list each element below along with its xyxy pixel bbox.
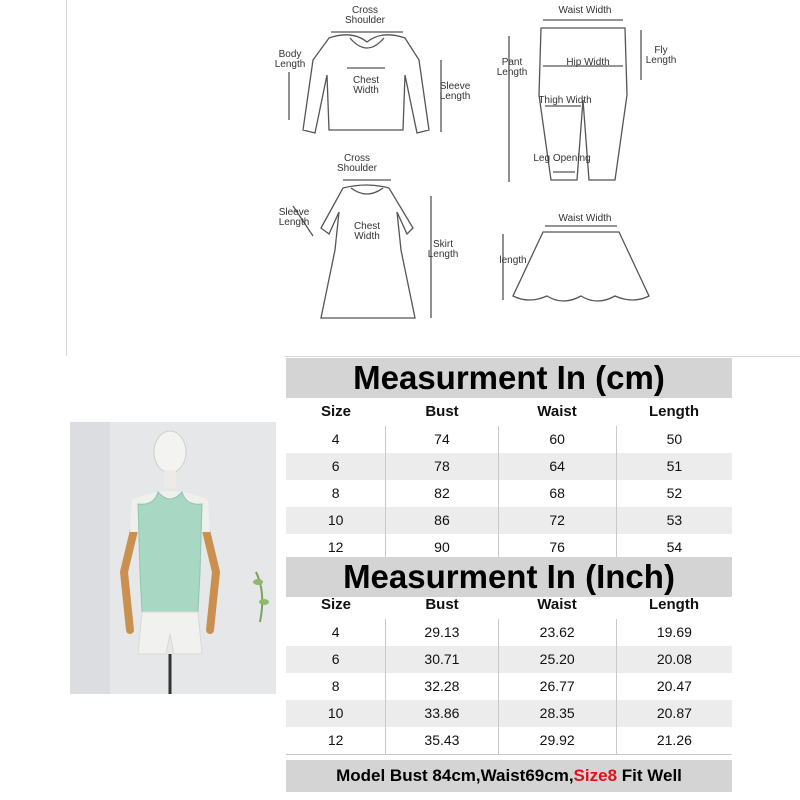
cell-waist: 68 bbox=[499, 480, 617, 507]
label-skirt-length: Skirt Length bbox=[427, 239, 459, 260]
header-waist: Waist bbox=[537, 596, 577, 613]
note-suffix: Fit Well bbox=[617, 766, 682, 785]
label-cross-shoulder: Cross Shoulder bbox=[344, 5, 386, 26]
table-row bbox=[286, 507, 732, 535]
cell-bust: 35.43 bbox=[386, 727, 498, 754]
label-sleeve-length: Sleeve Length bbox=[439, 81, 471, 102]
cell-bust: 86 bbox=[386, 507, 498, 534]
label-chest-width: Chest Width bbox=[352, 75, 380, 96]
cell-bust: 30.71 bbox=[386, 646, 498, 673]
cell-size: 6 bbox=[286, 646, 386, 673]
cell-length: 53 bbox=[666, 512, 683, 528]
cell-length: 19.69 bbox=[656, 624, 692, 640]
label-dress-chest-width: Chest Width bbox=[353, 221, 381, 242]
inch-header-row bbox=[286, 591, 732, 619]
header-waist: Waist bbox=[537, 403, 577, 420]
cell-bust: 82 bbox=[386, 480, 498, 507]
cell-waist: 72 bbox=[499, 507, 617, 534]
cell-bust: 90 bbox=[386, 534, 498, 561]
table-row bbox=[286, 453, 732, 481]
cell-size: 4 bbox=[286, 619, 386, 646]
cell-size: 12 bbox=[286, 727, 386, 754]
cell-length: 52 bbox=[666, 485, 683, 501]
label-body-length: Body Length bbox=[274, 49, 306, 70]
table-row bbox=[286, 727, 732, 755]
cell-size: 10 bbox=[286, 700, 386, 727]
cell-size: 4 bbox=[286, 426, 386, 453]
product-photo bbox=[70, 422, 276, 694]
cell-bust: 78 bbox=[386, 453, 498, 480]
cm-table bbox=[286, 358, 732, 554]
cell-size: 10 bbox=[286, 507, 386, 534]
cell-size: 8 bbox=[286, 673, 386, 700]
cell-size: 8 bbox=[286, 480, 386, 507]
table-row bbox=[286, 426, 732, 454]
measurement-diagram bbox=[66, 0, 800, 357]
header-size: Size bbox=[320, 403, 351, 420]
table-row bbox=[286, 700, 732, 728]
label-dress-sleeve-length: Sleeve Length bbox=[278, 207, 310, 228]
cell-bust: 29.13 bbox=[386, 619, 498, 646]
cell-waist: 25.20 bbox=[499, 646, 617, 673]
header-bust: Bust bbox=[425, 403, 459, 420]
label-dress-cross-shoulder: Cross Shoulder bbox=[336, 153, 378, 174]
label-hip-width: Hip Width bbox=[566, 57, 610, 68]
cell-bust: 33.86 bbox=[386, 700, 498, 727]
label-leg-opening: Leg Opening bbox=[533, 153, 591, 164]
inch-table bbox=[286, 557, 732, 757]
note-size-highlight: Size8 bbox=[573, 766, 618, 785]
table-row bbox=[286, 673, 732, 701]
note-prefix: Model Bust 84cm,Waist69cm, bbox=[336, 766, 574, 785]
cell-length: 51 bbox=[666, 458, 683, 474]
header-size: Size bbox=[320, 596, 351, 613]
table-row bbox=[286, 619, 732, 647]
cell-waist: 29.92 bbox=[499, 727, 617, 754]
cell-waist: 76 bbox=[499, 534, 617, 561]
model-fit-note bbox=[286, 760, 732, 792]
label-skirt-length-short: length bbox=[499, 255, 527, 266]
table-row bbox=[286, 646, 732, 674]
cm-header-row bbox=[286, 398, 732, 426]
label-thigh-width: Thigh Width bbox=[538, 95, 592, 106]
cell-waist: 60 bbox=[499, 426, 617, 453]
cell-bust: 74 bbox=[386, 426, 498, 453]
cell-size: 6 bbox=[286, 453, 386, 480]
cell-length: 20.87 bbox=[656, 705, 692, 721]
table-row bbox=[286, 480, 732, 508]
inch-table-title: Measurment In (Inch) bbox=[286, 557, 732, 597]
cell-waist: 23.62 bbox=[499, 619, 617, 646]
cell-waist: 26.77 bbox=[499, 673, 617, 700]
label-pant-length: Pant Length bbox=[496, 57, 528, 78]
cell-length: 50 bbox=[666, 431, 683, 447]
skirt-outline bbox=[513, 232, 649, 301]
label-skirt-waist-width: Waist Width bbox=[558, 213, 612, 224]
cell-length: 20.08 bbox=[656, 651, 692, 667]
cell-waist: 28.35 bbox=[499, 700, 617, 727]
header-bust: Bust bbox=[425, 596, 459, 613]
cm-table-title: Measurment In (cm) bbox=[286, 358, 732, 398]
cell-length: 54 bbox=[666, 539, 683, 555]
garment-sketches bbox=[67, 0, 800, 356]
header-length: Length bbox=[649, 403, 699, 420]
dress-outline bbox=[321, 185, 415, 318]
cell-size: 12 bbox=[286, 534, 386, 561]
label-fly-length: Fly Length bbox=[645, 45, 677, 66]
cell-length: 20.47 bbox=[656, 678, 692, 694]
label-waist-width: Waist Width bbox=[558, 5, 612, 16]
header-length: Length bbox=[649, 596, 699, 613]
cell-length: 21.26 bbox=[656, 732, 692, 748]
cell-waist: 64 bbox=[499, 453, 617, 480]
cell-bust: 32.28 bbox=[386, 673, 498, 700]
